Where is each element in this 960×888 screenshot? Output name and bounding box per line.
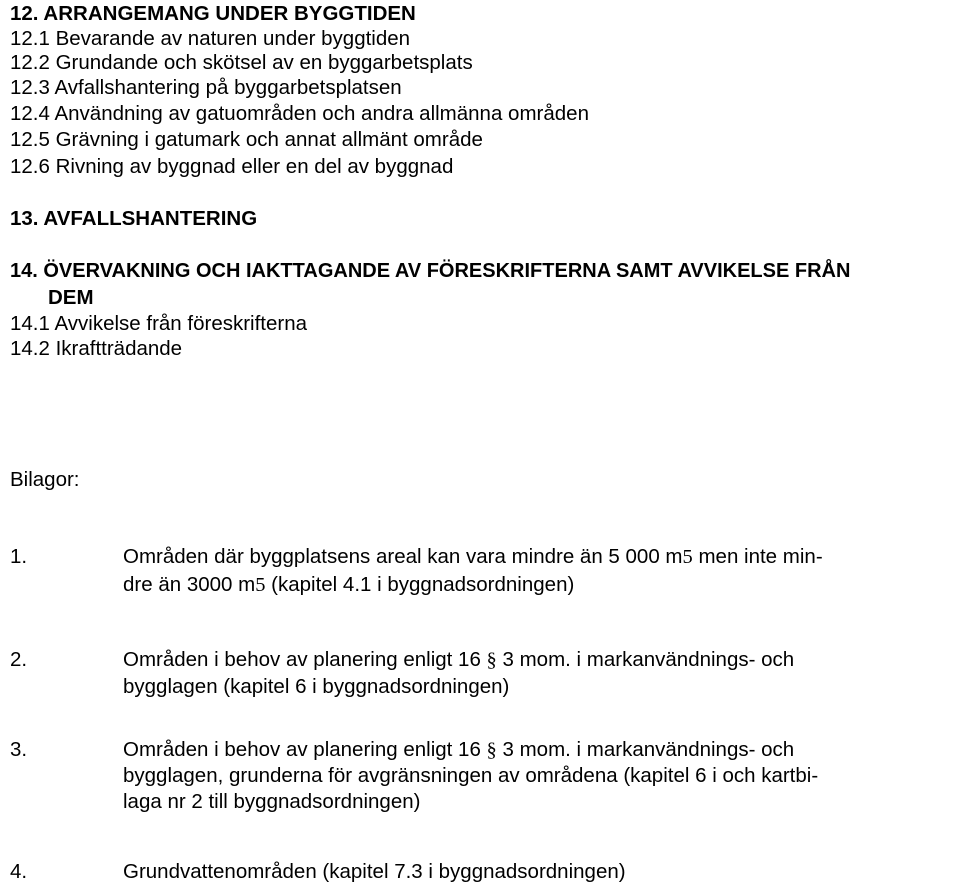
toc-item-12-1: 12.1 Bevarande av naturen under byggtiden [10,27,411,50]
section-13-heading: 13. AVFALLSHANTERING [10,207,258,230]
section-symbol: § [486,739,497,761]
toc-item-14-2: 14.2 Ikraftträdande [10,337,183,360]
attachment-1-line1: Områden där byggplatsens areal kan vara mindre än 5 000 m5 men inte min- [123,545,823,568]
attachment-number: 1. [10,545,28,568]
unit-superscript: 5 [682,546,693,568]
attachment-number: 3. [10,738,28,761]
attachment-4-line1: Grundvattenområden (kapitel 7.3 i byggnadsordningen) [123,860,626,883]
section-12-heading: 12. ARRANGEMANG UNDER BYGGTIDEN [10,2,416,25]
unit-superscript: 5 [255,574,266,596]
attachments-label: Bilagor: [10,468,80,491]
toc-item-12-5: 12.5 Grävning i gatumark och annat allmänt område [10,128,483,151]
attachment-1-line2: dre än 3000 m5 (kapitel 4.1 i byggnadsordningen) [123,573,575,596]
toc-item-12-3: 12.3 Avfallshantering på byggarbetsplatsen [10,76,402,99]
attachment-3-line1: Områden i behov av planering enligt 16 § 3 mom. i markanvändnings- och [123,738,795,761]
section-14-heading-line1: 14. ÖVERVAKNING OCH IAKTTAGANDE AV FÖRESKRIFTERNA SAMT AVVIKELSE FRÅN [10,260,851,282]
attachment-3-line2: bygglagen, grunderna för avgränsningen av områdena (kapitel 6 i och kartbi- [123,764,819,787]
attachment-number: 4. [10,860,28,883]
attachment-number: 2. [10,648,28,671]
toc-item-14-1: 14.1 Avvikelse från föreskrifterna [10,312,308,335]
attachment-2-line1: Områden i behov av planering enligt 16 § 3 mom. i markanvändnings- och [123,648,795,671]
section-symbol: § [486,649,497,671]
attachment-2-line2: bygglagen (kapitel 6 i byggnadsordningen) [123,675,510,698]
toc-item-12-2: 12.2 Grundande och skötsel av en byggarbetsplats [10,51,473,74]
section-14-heading-line2: DEM [48,286,94,309]
toc-item-12-6: 12.6 Rivning av byggnad eller en del av byggnad [10,155,454,178]
toc-item-12-4: 12.4 Användning av gatuområden och andra allmänna områden [10,102,589,125]
attachment-3-line3: laga nr 2 till byggnadsordningen) [123,790,421,813]
